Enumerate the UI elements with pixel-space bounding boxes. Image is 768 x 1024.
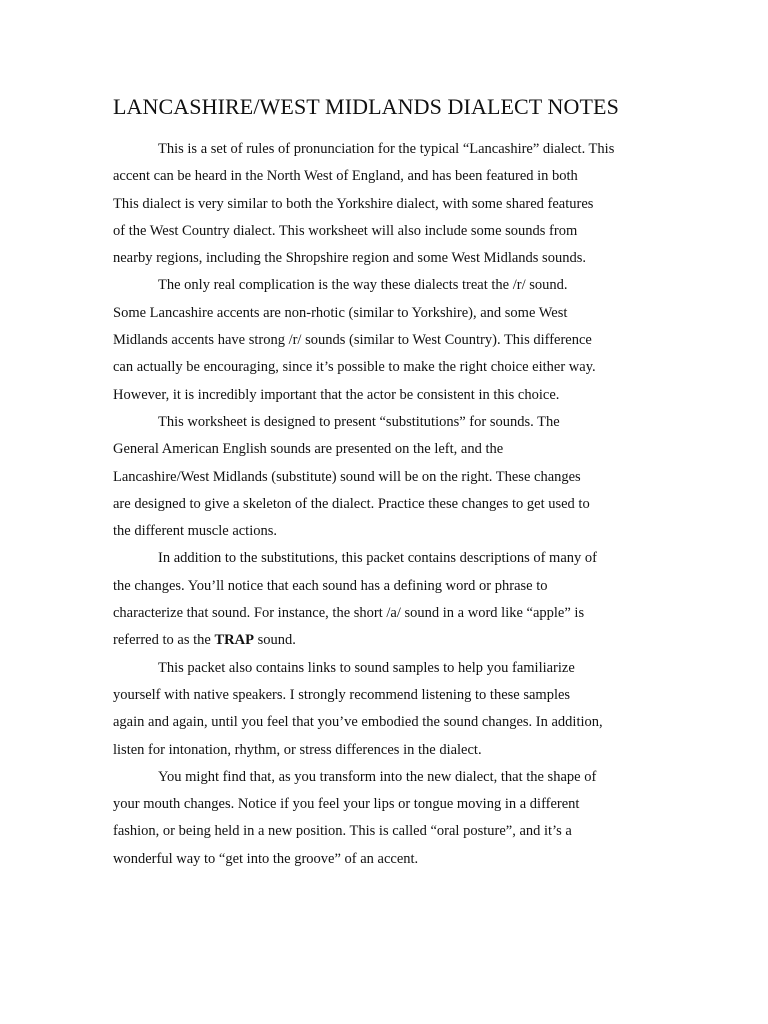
document-page [113,92,658,873]
text-line: Midlands accents have strong /r/ sounds (similar to West Country). This difference [113,332,592,349]
text-line: In addition to the substitutions, this packet contains descriptions of many of [158,550,597,567]
text-line: wonderful way to “get into the groove” of an accent. [113,850,419,867]
text-line: nearby regions, including the Shropshire region and some West Midlands sounds. [113,250,586,267]
text-line: accent can be heard in the North West of England, and has been featured in both [113,168,578,185]
text-line: However, it is incredibly important that the actor be consistent in this choice. [113,386,560,403]
text-line: This worksheet is designed to present “substitutions” for sounds. The [158,413,560,430]
text-line: This dialect is very similar to both the Yorkshire dialect, with some shared features [113,195,594,212]
text-line: can actually be encouraging, since it’s possible to make the right choice either way. [113,359,596,376]
text-line: listen for intonation, rhythm, or stress differences in the dialect. [113,741,482,758]
document-title: LANCASHIRE/WEST MIDLANDS DIALECT NOTES [113,94,619,119]
paragraph-sound-samples [113,655,658,764]
text-line: You might find that, as you transform into the new dialect, that the shape of [158,768,597,785]
text-fragment: referred to as the [113,632,215,649]
text-line: again and again, until you feel that you’ve embodied the sound changes. In addition, [113,714,603,731]
paragraph-intro [113,136,658,272]
paragraph-oral-posture [113,764,658,873]
text-line: characterize that sound. For instance, the short /a/ sound in a word like “apple” is [113,605,585,622]
text-line [113,627,658,654]
paragraph-descriptions [113,545,658,654]
paragraph-substitutions [113,409,658,545]
text-line: Some Lancashire accents are non-rhotic (similar to Yorkshire), and some West [113,304,568,321]
text-line: General American English sounds are presented on the left, and the [113,441,504,458]
trap-keyword: TRAP [214,632,254,649]
text-line: are designed to give a skeleton of the dialect. Practice these changes to get used to [113,495,590,512]
paragraph-rhotic [113,272,658,408]
text-line: This is a set of rules of pronunciation for the typical “Lancashire” dialect. This [158,141,615,157]
text-line: of the West Country dialect. This worksheet will also include some sounds from [113,222,578,239]
text-line: This packet also contains links to sound samples to help you familiarize [158,659,575,676]
text-line: the different muscle actions. [113,523,278,540]
text-line: Lancashire/West Midlands (substitute) sound will be on the right. These changes [113,468,581,485]
text-line: your mouth changes. Notice if you feel your lips or tongue moving in a different [113,796,580,813]
text-line: yourself with native speakers. I strongly recommend listening to these samples [113,686,571,703]
text-line: fashion, or being held in a new position. This is called “oral posture”, and it’s a [113,823,572,840]
text-fragment: sound. [253,632,296,649]
text-line: The only real complication is the way these dialects treat the /r/ sound. [158,277,568,294]
text-line: the changes. You’ll notice that each sound has a defining word or phrase to [113,577,548,594]
